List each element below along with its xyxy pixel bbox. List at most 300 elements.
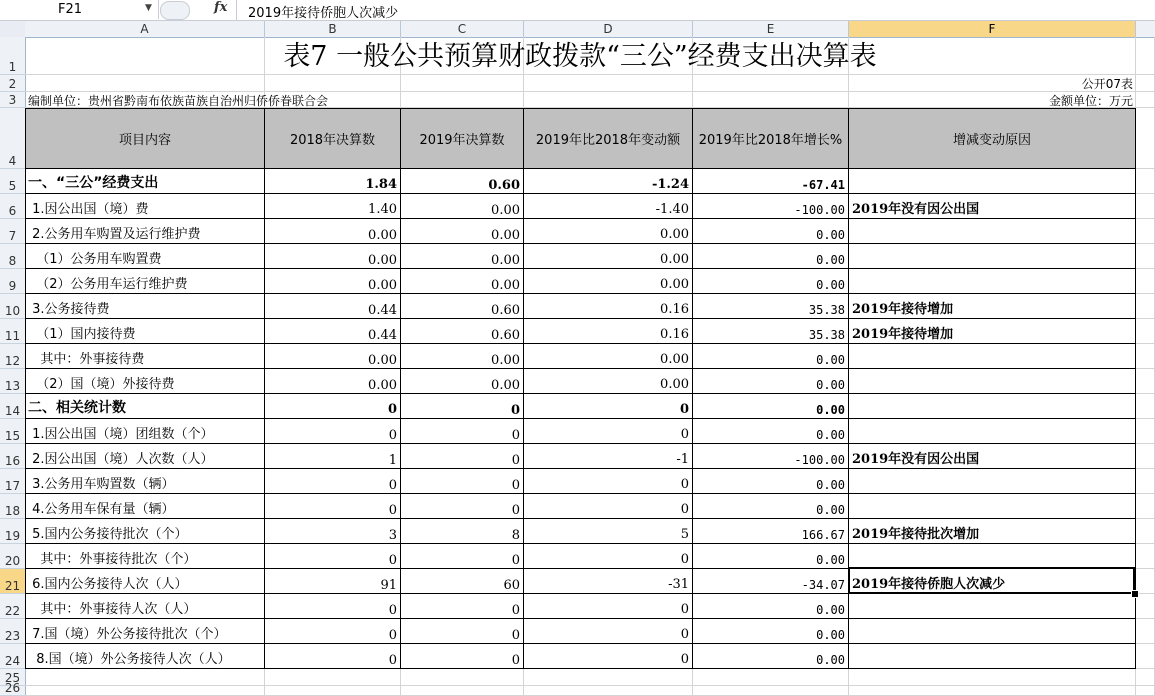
table-cell-b[interactable] [265, 269, 401, 294]
table-cell-f[interactable] [849, 194, 1136, 219]
table-cell-b[interactable] [265, 394, 401, 419]
header-2018[interactable]: 2018年决算数 [265, 108, 401, 169]
row-number: 11 [4, 329, 21, 343]
grid-cell[interactable] [265, 669, 401, 686]
row-header-3[interactable] [0, 92, 26, 108]
grid-cell[interactable] [1136, 686, 1155, 696]
cell-value: 0.00 [816, 228, 845, 242]
active-cell-border [848, 567, 1135, 594]
cell-value: 0.00 [491, 353, 520, 368]
cell-value: -31 [668, 577, 689, 592]
table-cell-item[interactable] [25, 444, 265, 469]
name-box[interactable] [0, 0, 159, 19]
table-cell-b[interactable] [265, 519, 401, 544]
cell-value: 0 [388, 553, 397, 568]
grid-cell[interactable] [524, 686, 693, 696]
cell-value: 8 [511, 528, 520, 543]
grid-cell[interactable] [693, 75, 849, 92]
cell-value: 7.国（境）外公务接待批次（个） [28, 627, 227, 642]
grid-cell[interactable] [265, 686, 401, 696]
table-cell-c[interactable] [401, 369, 524, 394]
table-cell-item[interactable] [25, 169, 265, 194]
grid-cell[interactable] [1136, 37, 1155, 75]
row-number: 6 [8, 204, 17, 218]
table-cell-item[interactable] [25, 269, 265, 294]
table-cell-e[interactable] [693, 619, 849, 644]
grid-cell[interactable] [1136, 419, 1155, 444]
cell-value: 0 [511, 653, 520, 668]
row-header-16[interactable] [0, 444, 26, 469]
table-cell-d[interactable] [524, 194, 693, 219]
table-cell-d[interactable] [524, 394, 693, 419]
cell-value: -1 [676, 452, 689, 467]
row-header-18[interactable] [0, 494, 26, 519]
grid-cell[interactable] [1136, 194, 1155, 219]
table-cell-e[interactable] [693, 444, 849, 469]
function-icon[interactable]: fx [214, 0, 228, 15]
row-number: 17 [4, 479, 21, 493]
cell-value: 1.40 [368, 202, 397, 217]
table-cell-f[interactable] [849, 619, 1136, 644]
grid-cell[interactable] [849, 669, 1136, 686]
grid-cell[interactable] [693, 686, 849, 696]
table-cell-f[interactable] [849, 419, 1136, 444]
table-cell-b[interactable] [265, 644, 401, 669]
cell-value: 0.44 [368, 303, 397, 318]
cell-value: 0.00 [816, 478, 845, 492]
amount-unit[interactable]: 金额单位：万元 [1048, 94, 1133, 108]
table-cell-b[interactable] [265, 219, 401, 244]
table-cell-d[interactable] [524, 319, 693, 344]
table-cell-e[interactable] [693, 644, 849, 669]
cell-value: 0.60 [491, 303, 520, 318]
cell-value: 0 [680, 477, 689, 492]
grid-cell[interactable] [1136, 544, 1155, 569]
reporting-unit[interactable]: 编制单位：贵州省黔南布依族苗族自治州归侨侨眷联合会 [28, 94, 329, 108]
cell-value: 0 [511, 503, 520, 518]
table-cell-e[interactable] [693, 344, 849, 369]
formula-toggle-button[interactable] [160, 1, 190, 20]
table-cell-e[interactable] [693, 394, 849, 419]
table-cell-b[interactable] [265, 194, 401, 219]
row-header-5[interactable] [0, 169, 26, 194]
cell-value: 0.00 [660, 252, 689, 267]
table-cell-c[interactable] [401, 219, 524, 244]
header-item[interactable]: 项目内容 [25, 108, 265, 169]
table-cell-e[interactable] [693, 419, 849, 444]
select-all-corner[interactable] [0, 21, 26, 38]
table-cell-b[interactable] [265, 544, 401, 569]
cell-value: -67.41 [801, 178, 845, 192]
table-cell-e[interactable] [693, 519, 849, 544]
cell-value: 0 [387, 402, 397, 417]
table-cell-item[interactable] [25, 219, 265, 244]
table-cell-e[interactable] [693, 169, 849, 194]
cell-value: 0 [680, 652, 689, 667]
cell-value: 0 [679, 402, 689, 417]
cell-value: 0.00 [816, 653, 845, 667]
table-cell-d[interactable] [524, 419, 693, 444]
column-header-e[interactable]: E [693, 21, 849, 38]
grid-cell[interactable] [1136, 519, 1155, 544]
table-cell-f[interactable] [849, 344, 1136, 369]
table-cell-c[interactable] [401, 344, 524, 369]
row-number: 15 [4, 429, 21, 443]
cell-value: 0.00 [368, 228, 397, 243]
cell-value: 0 [680, 427, 689, 442]
grid-cell[interactable] [524, 75, 693, 92]
sheet-title[interactable]: 表7 一般公共预算财政拨款“三公”经费支出决算表 [283, 41, 877, 72]
table-cell-b[interactable] [265, 469, 401, 494]
row-header-15[interactable] [0, 419, 26, 444]
grid-cell[interactable] [25, 686, 265, 696]
table-cell-b[interactable] [265, 244, 401, 269]
table-cell-e[interactable] [693, 494, 849, 519]
cell-value: 0.00 [491, 253, 520, 268]
table-cell-f[interactable] [849, 519, 1136, 544]
grid-cell[interactable] [1136, 669, 1155, 686]
table-cell-d[interactable] [524, 269, 693, 294]
cell-value: 一、“三公”经费支出 [28, 175, 159, 191]
table-cell-e[interactable] [693, 369, 849, 394]
row-header-11[interactable] [0, 319, 26, 344]
table-cell-item[interactable] [25, 294, 265, 319]
row-number: 14 [4, 404, 21, 418]
column-header-f[interactable]: F [849, 21, 1136, 38]
row-number: 3 [8, 93, 17, 107]
formula-input[interactable]: 2019年接待侨胞人次减少 [248, 6, 399, 21]
table-cell-f[interactable] [849, 244, 1136, 269]
row-number: 13 [4, 379, 21, 393]
row-header-13[interactable] [0, 369, 26, 394]
table-cell-b[interactable] [265, 569, 401, 594]
table-cell-b[interactable] [265, 294, 401, 319]
table-cell-d[interactable] [524, 619, 693, 644]
grid-cell[interactable] [401, 92, 524, 108]
table-cell-e[interactable] [693, 219, 849, 244]
table-cell-c[interactable] [401, 169, 524, 194]
row-number: 24 [4, 654, 21, 668]
row-number: 9 [8, 279, 17, 293]
cell-value: 2019年没有因公出国 [852, 452, 980, 467]
grid-cell[interactable] [849, 686, 1136, 696]
grid-cell[interactable] [401, 75, 524, 92]
cell-value: 1.因公出国（境）费 [28, 202, 149, 217]
cell-value: 0.00 [660, 352, 689, 367]
grid-cell[interactable] [1136, 92, 1155, 108]
table-cell-item[interactable] [25, 544, 265, 569]
column-header-blank[interactable] [1136, 21, 1155, 38]
table-cell-item[interactable] [25, 244, 265, 269]
table-cell-f[interactable] [849, 169, 1136, 194]
cell-value: （1）公务用车购置费 [28, 252, 162, 267]
cell-value: 0.44 [368, 328, 397, 343]
cell-value: 6.国内公务接待人次（人） [28, 577, 188, 592]
table-cell-b[interactable] [265, 494, 401, 519]
cell-value: 1.因公出国（境）团组数（个） [28, 427, 214, 442]
table-cell-f[interactable] [849, 494, 1136, 519]
row-header-21[interactable] [0, 569, 26, 594]
row-header-22[interactable] [0, 594, 26, 619]
grid-cell[interactable] [25, 669, 265, 686]
row-header-24[interactable] [0, 644, 26, 669]
grid-cell[interactable] [1136, 619, 1155, 644]
row-header-4[interactable] [0, 108, 26, 169]
table-cell-c[interactable] [401, 569, 524, 594]
row-header-14[interactable] [0, 394, 26, 419]
cell-value: （1）国内接待费 [28, 327, 136, 342]
table-cell-d[interactable] [524, 344, 693, 369]
table-cell-item[interactable] [25, 394, 265, 419]
grid-cell[interactable] [1136, 369, 1155, 394]
table-cell-d[interactable] [524, 544, 693, 569]
cell-value: 0.00 [368, 278, 397, 293]
grid-cell[interactable] [1136, 244, 1155, 269]
table-cell-c[interactable] [401, 644, 524, 669]
grid-cell[interactable] [1136, 469, 1155, 494]
column-header-a[interactable]: A [25, 21, 265, 38]
grid-cell[interactable] [693, 669, 849, 686]
row-number: 22 [4, 604, 21, 618]
cell-value: 0.16 [660, 327, 689, 342]
table-cell-f[interactable] [849, 219, 1136, 244]
row-number: 12 [4, 354, 21, 368]
row-header-8[interactable] [0, 244, 26, 269]
cell-value: -34.07 [801, 578, 845, 592]
column-header-c[interactable]: C [401, 21, 524, 38]
cell-value: 0.00 [816, 553, 845, 567]
cell-value: 3 [388, 528, 397, 543]
row-header-2[interactable] [0, 75, 26, 92]
cell-value: 0.00 [491, 203, 520, 218]
table-cell-e[interactable] [693, 544, 849, 569]
chevron-down-icon[interactable]: ▼ [145, 3, 152, 13]
header-change[interactable]: 2019年比2018年变动额 [524, 108, 693, 169]
grid-cell[interactable] [265, 75, 401, 92]
table-cell-item[interactable] [25, 419, 265, 444]
cell-value: 0 [388, 428, 397, 443]
table-cell-item[interactable] [25, 469, 265, 494]
grid-cell[interactable] [693, 92, 849, 108]
table-cell-e[interactable] [693, 469, 849, 494]
table-cell-f[interactable] [849, 269, 1136, 294]
table-cell-b[interactable] [265, 619, 401, 644]
table-cell-f[interactable] [849, 294, 1136, 319]
cell-value: 2019年接待增加 [852, 302, 954, 317]
table-cell-c[interactable] [401, 294, 524, 319]
table-cell-f[interactable] [849, 444, 1136, 469]
cell-value: 0.60 [488, 178, 520, 193]
header-growth[interactable]: 2019年比2018年增长% [693, 108, 849, 169]
table-cell-item[interactable] [25, 619, 265, 644]
grid-cell[interactable] [1136, 444, 1155, 469]
grid-cell[interactable] [1136, 269, 1155, 294]
cell-value: 0.00 [816, 253, 845, 267]
table-cell-c[interactable] [401, 244, 524, 269]
cell-value: 其中：外事接待批次（个） [28, 552, 197, 567]
table-cell-b[interactable] [265, 594, 401, 619]
table-cell-d[interactable] [524, 469, 693, 494]
table-cell-e[interactable] [693, 569, 849, 594]
grid-cell[interactable] [1136, 644, 1155, 669]
cell-value: -1.24 [651, 177, 689, 192]
cell-value: （2）公务用车运行维护费 [28, 277, 188, 292]
table-cell-d[interactable] [524, 219, 693, 244]
table-cell-d[interactable] [524, 519, 693, 544]
cell-value: 0.00 [660, 277, 689, 292]
row-number: 16 [4, 454, 21, 468]
cell-value: 2019年接待增加 [852, 327, 954, 342]
cell-value: 0.00 [368, 353, 397, 368]
cell-value: 0.00 [816, 428, 845, 442]
grid-cell[interactable] [1136, 319, 1155, 344]
table-cell-item[interactable] [25, 319, 265, 344]
cell-value: 二、相关统计数 [28, 400, 126, 416]
cell-value: 4.公务用车保有量（辆） [28, 502, 175, 517]
table-cell-c[interactable] [401, 619, 524, 644]
table-cell-c[interactable] [401, 519, 524, 544]
row-header-20[interactable] [0, 544, 26, 569]
grid-cell[interactable] [1136, 75, 1155, 92]
table-cell-e[interactable] [693, 594, 849, 619]
table-cell-b[interactable] [265, 369, 401, 394]
row-header-9[interactable] [0, 269, 26, 294]
table-cell-d[interactable] [524, 644, 693, 669]
cell-value: 2.因公出国（境）人次数（人） [28, 452, 214, 467]
row-header-6[interactable] [0, 194, 26, 219]
row-number: 21 [4, 579, 21, 593]
grid-cell[interactable] [25, 75, 265, 92]
table-cell-f[interactable] [849, 544, 1136, 569]
table-cell-d[interactable] [524, 294, 693, 319]
table-cell-f[interactable] [849, 644, 1136, 669]
table-cell-c[interactable] [401, 194, 524, 219]
cell-value: -100.00 [794, 453, 845, 467]
table-cell-item[interactable] [25, 594, 265, 619]
table-cell-c[interactable] [401, 594, 524, 619]
row-header-7[interactable] [0, 219, 26, 244]
row-header-10[interactable] [0, 294, 26, 319]
grid-cell[interactable] [1136, 219, 1155, 244]
fill-handle[interactable] [1131, 590, 1139, 598]
table-cell-b[interactable] [265, 319, 401, 344]
row-header-26[interactable] [0, 681, 26, 696]
table-cell-c[interactable] [401, 469, 524, 494]
cell-value: 0.00 [816, 353, 845, 367]
cell-value: 0.00 [816, 278, 845, 292]
row-header-19[interactable] [0, 519, 26, 544]
row-header-12[interactable] [0, 344, 26, 369]
table-cell-item[interactable] [25, 369, 265, 394]
row-number: 5 [8, 179, 17, 193]
table-cell-c[interactable] [401, 544, 524, 569]
cell-value: 0 [510, 403, 520, 418]
table-cell-f[interactable] [849, 469, 1136, 494]
table-cell-b[interactable] [265, 169, 401, 194]
table-cell-c[interactable] [401, 269, 524, 294]
table-cell-d[interactable] [524, 594, 693, 619]
grid-cell[interactable] [1136, 494, 1155, 519]
table-cell-e[interactable] [693, 294, 849, 319]
cell-value: 0 [388, 653, 397, 668]
column-header-d[interactable]: D [524, 21, 693, 38]
table-cell-e[interactable] [693, 269, 849, 294]
grid-cell[interactable] [1136, 169, 1155, 194]
table-cell-item[interactable] [25, 519, 265, 544]
row-header-1[interactable] [0, 37, 26, 75]
table-cell-d[interactable] [524, 494, 693, 519]
table-cell-d[interactable] [524, 369, 693, 394]
table-cell-item[interactable] [25, 344, 265, 369]
table-cell-b[interactable] [265, 344, 401, 369]
table-cell-b[interactable] [265, 419, 401, 444]
table-cell-item[interactable] [25, 194, 265, 219]
table-cell-d[interactable] [524, 169, 693, 194]
grid-cell[interactable] [401, 686, 524, 696]
grid-cell[interactable] [1136, 108, 1155, 169]
grid-cell[interactable] [1136, 344, 1155, 369]
cell-value: 5.国内公务接待批次（个） [28, 527, 188, 542]
formula-bar [0, 0, 1155, 21]
grid-cell[interactable] [1136, 394, 1155, 419]
table-cell-d[interactable] [524, 244, 693, 269]
table-cell-c[interactable] [401, 419, 524, 444]
grid-cell[interactable] [1136, 294, 1155, 319]
row-number: 26 [4, 681, 21, 695]
table-cell-c[interactable] [401, 319, 524, 344]
table-cell-c[interactable] [401, 494, 524, 519]
cell-value: 2019年接待批次增加 [852, 527, 980, 542]
table-cell-item[interactable] [25, 494, 265, 519]
table-cell-c[interactable] [401, 444, 524, 469]
grid-cell[interactable] [524, 92, 693, 108]
grid-cell[interactable] [401, 669, 524, 686]
name-box-value: F21 [58, 2, 83, 17]
cell-value: 0 [680, 602, 689, 617]
cell-value: 0.00 [816, 503, 845, 517]
table-cell-f[interactable] [849, 594, 1136, 619]
table-cell-item[interactable] [25, 644, 265, 669]
cell-value: 0.00 [660, 227, 689, 242]
table-cell-e[interactable] [693, 194, 849, 219]
cell-value: 0 [511, 453, 520, 468]
table-cell-e[interactable] [693, 244, 849, 269]
cell-value: 3.公务用车购置数（辆） [28, 477, 175, 492]
table-cell-d[interactable] [524, 569, 693, 594]
table-cell-d[interactable] [524, 444, 693, 469]
header-reason[interactable]: 增减变动原因 [849, 108, 1136, 169]
header-2019[interactable]: 2019年决算数 [401, 108, 524, 169]
row-header-23[interactable] [0, 619, 26, 644]
cell-value: 0 [511, 603, 520, 618]
cell-value: 2019年没有因公出国 [852, 202, 980, 217]
row-number: 2 [8, 77, 17, 91]
grid-cell[interactable] [524, 669, 693, 686]
cell-value: 0 [388, 478, 397, 493]
table-cell-item[interactable] [25, 569, 265, 594]
table-cell-f[interactable] [849, 369, 1136, 394]
cell-value: 2.公务用车购置及运行维护费 [28, 227, 201, 242]
row-header-17[interactable] [0, 469, 26, 494]
column-header-b[interactable]: B [265, 21, 401, 38]
table-cell-f[interactable] [849, 394, 1136, 419]
table-cell-c[interactable] [401, 394, 524, 419]
table-cell-e[interactable] [693, 319, 849, 344]
document-code[interactable]: 公开07表 [1081, 77, 1133, 91]
table-cell-b[interactable] [265, 444, 401, 469]
cell-value: 0 [511, 428, 520, 443]
table-cell-f[interactable] [849, 319, 1136, 344]
